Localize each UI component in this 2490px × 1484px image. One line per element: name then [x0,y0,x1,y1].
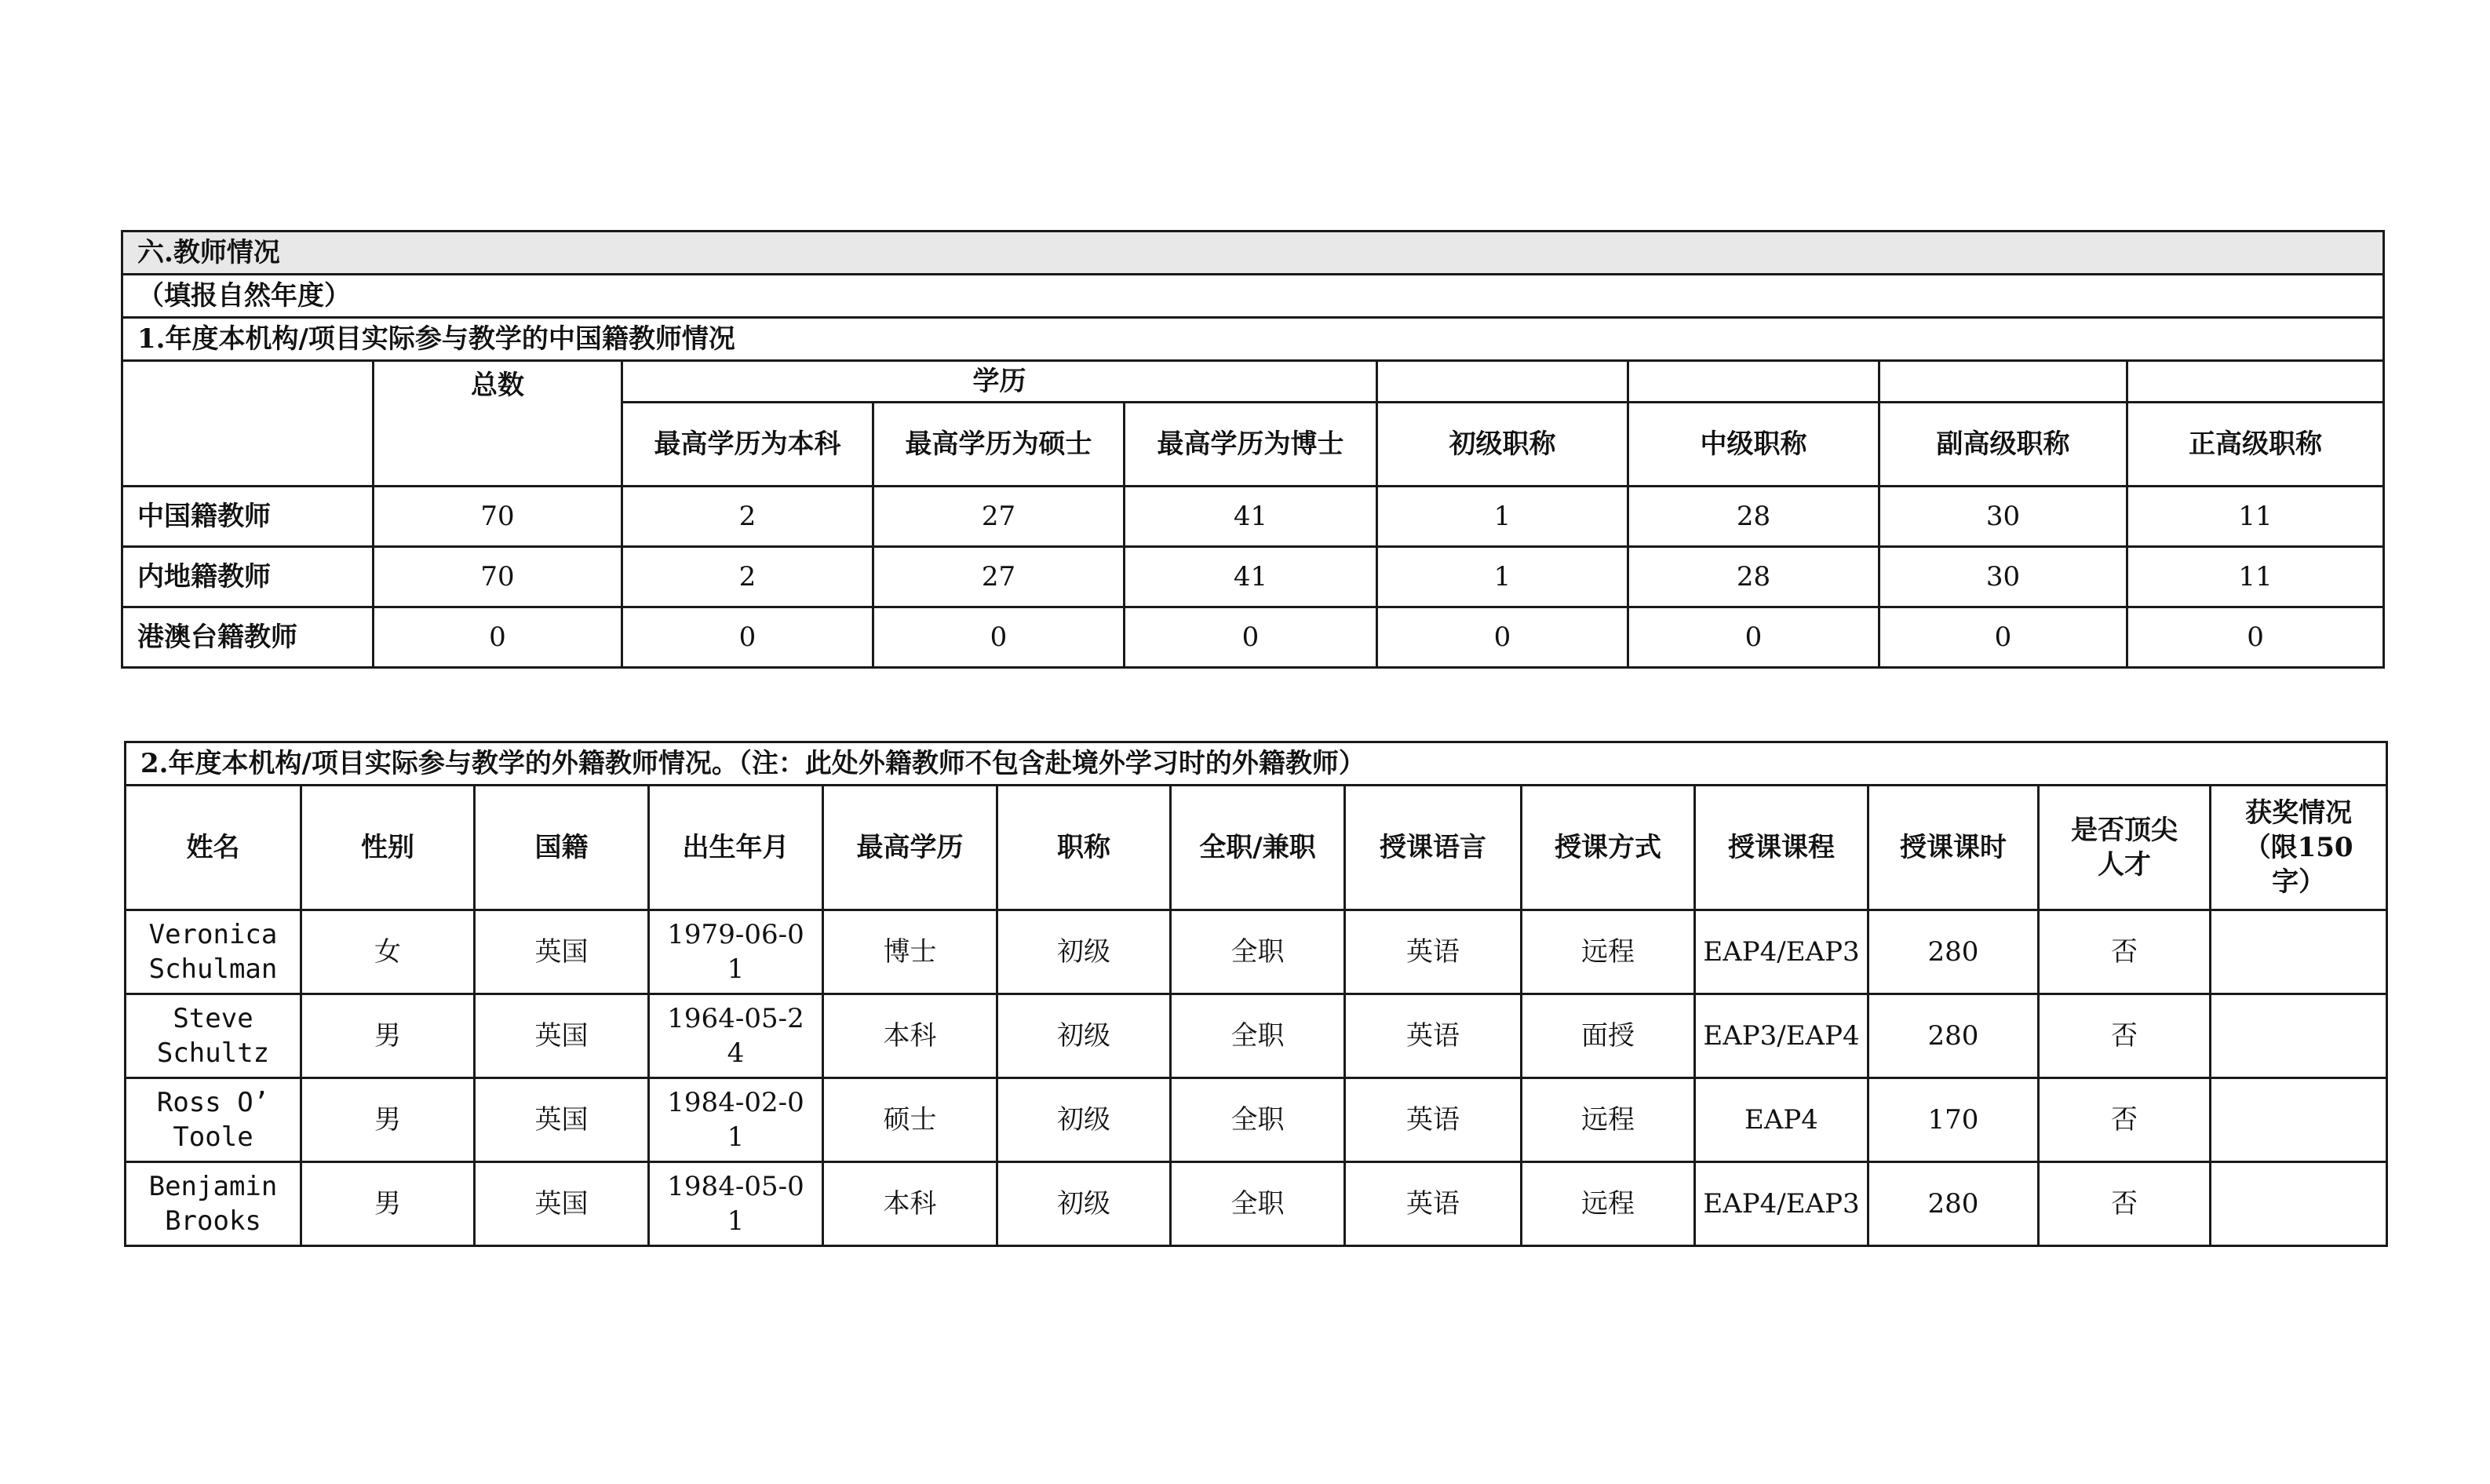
header-empty-4 [2127,361,2384,403]
cell-value: 2 [622,487,873,547]
header-education-group: 学历 [622,361,1377,403]
cell-awards [2211,1078,2387,1162]
cell-value: 11 [2127,487,2384,547]
cell-birth: 1979-06-01 [649,910,823,994]
cell-gender: 女 [301,910,475,994]
cell-value: 0 [1628,607,1879,668]
cell-mode: 远程 [1522,1078,1695,1162]
cell-nationality: 英国 [475,994,649,1078]
cell-employment: 全职 [1171,1078,1345,1162]
cell-language: 英语 [1345,1078,1522,1162]
cell-gender: 男 [301,1078,475,1162]
table-row [122,547,2384,607]
header-hours: 授课课时 [1868,786,2039,910]
table-row [122,607,2384,668]
row-label: 中国籍教师 [122,487,374,547]
cell-name: Ross O’ Toole [126,1078,301,1162]
header-gender: 性别 [301,786,475,910]
cell-education: 博士 [823,910,997,994]
table1-title: 1.年度本机构/项目实际参与教学的中国籍教师情况 [122,318,2384,361]
cell-course: EAP4 [1695,1078,1868,1162]
header-employment: 全职/兼职 [1171,786,1345,910]
table-row [126,1162,2387,1246]
header-name: 姓名 [126,786,301,910]
cell-mode: 面授 [1522,994,1695,1078]
cell-value: 0 [1377,607,1628,668]
cell-top-talent: 否 [2039,994,2211,1078]
cell-birth: 1964-05-24 [649,994,823,1078]
cell-title: 初级 [997,1078,1171,1162]
header-junior-title: 初级职称 [1377,403,1628,487]
cell-top-talent: 否 [2039,1078,2211,1162]
cell-language: 英语 [1345,1162,1522,1246]
cell-course: EAP4/EAP3 [1695,910,1868,994]
cell-value: 0 [873,607,1125,668]
cell-employment: 全职 [1171,994,1345,1078]
cell-birth: 1984-05-01 [649,1162,823,1246]
header-awards: 获奖情况（限150字） [2211,786,2387,910]
cell-course: EAP3/EAP4 [1695,994,1868,1078]
cell-top-talent: 否 [2039,910,2211,994]
cell-title: 初级 [997,910,1171,994]
cell-value: 27 [873,547,1125,607]
cell-value: 2 [622,547,873,607]
header-course: 授课课程 [1695,786,1868,910]
cell-value: 30 [1879,547,2127,607]
header-education: 最高学历 [823,786,997,910]
cell-mode: 远程 [1522,910,1695,994]
cell-name: Benjamin Brooks [126,1162,301,1246]
section-note: （填报自然年度） [122,275,2384,318]
cell-value: 0 [622,607,873,668]
cell-name: Veronica Schulman [126,910,301,994]
header-middle-title: 中级职称 [1628,403,1879,487]
section-title: 六.教师情况 [122,232,2384,275]
cell-language: 英语 [1345,910,1522,994]
cell-value: 70 [374,547,622,607]
cell-gender: 男 [301,1162,475,1246]
cell-language: 英语 [1345,994,1522,1078]
cell-top-talent: 否 [2039,1162,2211,1246]
cell-value: 41 [1125,487,1377,547]
header-senior-title: 正高级职称 [2127,403,2384,487]
header-empty-3 [1879,361,2127,403]
cell-value: 1 [1377,487,1628,547]
cell-gender: 男 [301,994,475,1078]
cell-value: 1 [1377,547,1628,607]
row-label: 内地籍教师 [122,547,374,607]
cell-value: 28 [1628,547,1879,607]
cell-value: 0 [1125,607,1377,668]
header-birth: 出生年月 [649,786,823,910]
cell-value: 0 [1879,607,2127,668]
header-bachelor: 最高学历为本科 [622,403,873,487]
cell-hours: 280 [1868,994,2039,1078]
header-empty-2 [1628,361,1879,403]
header-doctor: 最高学历为博士 [1125,403,1377,487]
cell-hours: 280 [1868,1162,2039,1246]
cell-nationality: 英国 [475,1162,649,1246]
cell-nationality: 英国 [475,910,649,994]
cell-course: EAP4/EAP3 [1695,1162,1868,1246]
header-language: 授课语言 [1345,786,1522,910]
cell-awards [2211,994,2387,1078]
row-label: 港澳台籍教师 [122,607,374,668]
header-nationality: 国籍 [475,786,649,910]
header-empty-1 [1377,361,1628,403]
cell-value: 11 [2127,547,2384,607]
table-row [126,1078,2387,1162]
header-top-talent: 是否顶尖人才 [2039,786,2211,910]
table2-title: 2.年度本机构/项目实际参与教学的外籍教师情况。（注：此处外籍教师不包含赴境外学习时的外籍教师） [126,742,2387,786]
cell-mode: 远程 [1522,1162,1695,1246]
cell-education: 本科 [823,1162,997,1246]
header-master: 最高学历为硕士 [873,403,1125,487]
cell-education: 本科 [823,994,997,1078]
cell-employment: 全职 [1171,910,1345,994]
header-title: 职称 [997,786,1171,910]
cell-employment: 全职 [1171,1162,1345,1246]
cell-education: 硕士 [823,1078,997,1162]
cell-value: 30 [1879,487,2127,547]
cell-value: 41 [1125,547,1377,607]
cell-value: 70 [374,487,622,547]
header-total: 总数 [374,361,622,487]
cell-value: 0 [2127,607,2384,668]
cell-hours: 170 [1868,1078,2039,1162]
header-vice-senior-title: 副高级职称 [1879,403,2127,487]
table-row [126,910,2387,994]
table-row [126,994,2387,1078]
cell-hours: 280 [1868,910,2039,994]
cell-value: 27 [873,487,1125,547]
header-blank [122,361,374,487]
cell-name: Steve Schultz [126,994,301,1078]
table-row [122,487,2384,547]
cell-nationality: 英国 [475,1078,649,1162]
cell-title: 初级 [997,1162,1171,1246]
chinese-teachers-table [121,230,2385,669]
cell-awards [2211,910,2387,994]
cell-value: 28 [1628,487,1879,547]
foreign-teachers-table [124,741,2388,1247]
cell-birth: 1984-02-01 [649,1078,823,1162]
cell-title: 初级 [997,994,1171,1078]
header-mode: 授课方式 [1522,786,1695,910]
cell-value: 0 [374,607,622,668]
cell-awards [2211,1162,2387,1246]
